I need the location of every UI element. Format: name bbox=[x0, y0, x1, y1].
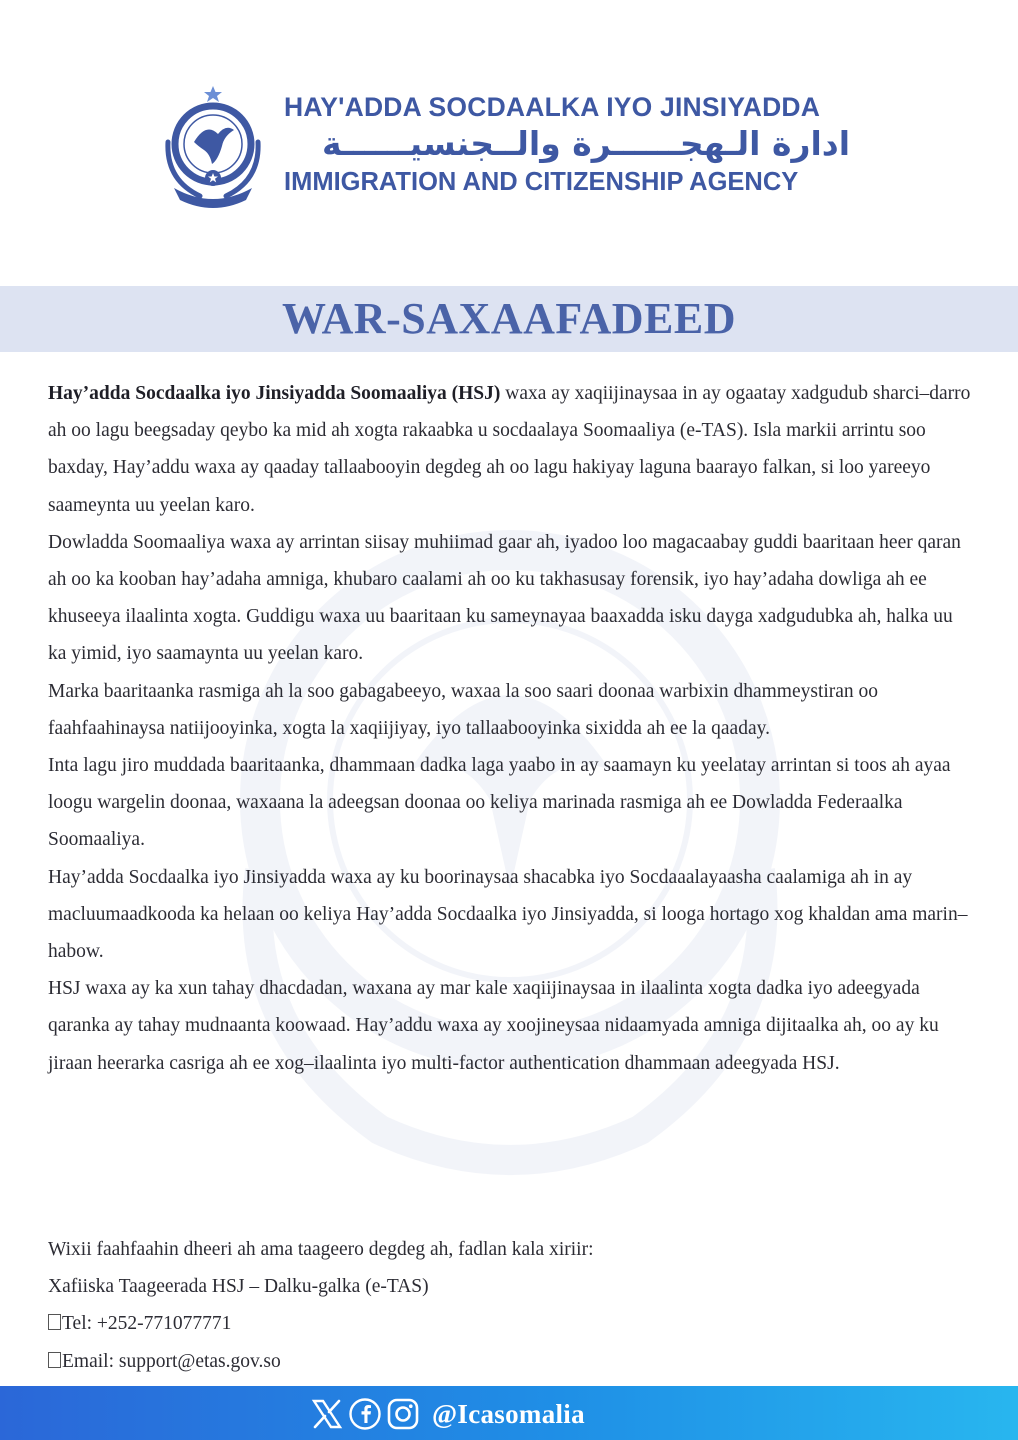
missing-glyph-icon bbox=[48, 1314, 61, 1330]
footer-bar bbox=[0, 1386, 1018, 1440]
paragraph-1-bold: Hay’adda Socdaalka iyo Jinsiyadda Soomaaliya (HSJ) bbox=[48, 383, 501, 404]
instagram-icon[interactable] bbox=[386, 1397, 420, 1431]
contact-office: Xafiiska Taageerada HSJ – Dalku-galka (e-TAS) bbox=[48, 1276, 429, 1298]
title-band bbox=[0, 286, 1018, 352]
missing-glyph-icon bbox=[48, 1352, 61, 1368]
contact-email: Email: support@etas.gov.so bbox=[62, 1350, 281, 1372]
facebook-icon[interactable] bbox=[348, 1397, 382, 1431]
agency-name-arabic: ادارة الـهجــــــرة والــجنسيــــــة bbox=[321, 124, 851, 163]
agency-emblem-icon bbox=[160, 84, 266, 212]
paragraph-5: Hay’adda Socdaalka iyo Jinsiyadda waxa ay ku boorinaysaa shacabka iyo Socdaaalayaasha caalamiga ah in ay macluumaadkooda ka helaan oo keliya Hay’adda Socdaalka iyo Jinsiyadda, si looga hortago xog khaldan ama marin–habow. bbox=[48, 866, 968, 963]
agency-name-english: IMMIGRATION AND CITIZENSHIP AGENCY bbox=[284, 168, 799, 196]
paragraph-6: HSJ waxa ay ka xun tahay dhacdadan, waxana ay mar kale xaqiijinaysaa in ilaalinta xogta dadka iyo adeegyada qaranka ay tahay mudnaanta koowaad. Hay’addu waxa ay xoojineysaa nidaamyada amniga dijitaalka ah, oo ay ku jiraan heerarka casriga ah ee xog–ilaalinta iyo multi-factor authentication dhammaan adeegyada HSJ. bbox=[48, 978, 939, 1074]
paragraph-3: Marka baaritaanka rasmiga ah la soo gabagabeeyo, waxaa la soo saari doonaa warbixin dhammeystiran oo faahfaahinaysa natiijooyinka, xogta la xaqiijiyay, iyo tallaabooyinka sixidda ah ee la qaaday. bbox=[48, 680, 879, 739]
contact-tel-line bbox=[48, 1305, 973, 1342]
press-release-body bbox=[48, 375, 973, 1082]
contact-intro: Wixii faahfaahin dheeri ah ama taageero degdeg ah, fadlan kala xiriir: bbox=[48, 1239, 594, 1260]
social-links bbox=[310, 1398, 585, 1430]
page-title: WAR-SAXAAFADEED bbox=[281, 294, 737, 343]
letterhead bbox=[160, 80, 900, 220]
paragraph-1-text: waxa ay xaqiijinaysaa in ay ogaatay xadgudub sharci–darro ah oo lagu beegsaday qeybo ka mid ah xogta rakaabka u socdaalaya Soomaaliya (e-TAS). Isla markii arrintu soo baxday, Hay’addu waxa ay qaaday tallaabooyin degdeg ah oo lagu hakiyay laguna baarayo falkan, si loo yareeyo saameynta uu yeelan karo. bbox=[48, 383, 971, 516]
contact-tel: Tel: +252-771077771 bbox=[62, 1313, 232, 1335]
contact-email-line bbox=[48, 1343, 973, 1380]
paragraph-2: Dowladda Soomaaliya waxa ay arrintan siisay muhiimad gaar ah, iyadoo loo magacaabay guddi baaritaan heer qaran ah oo ka kooban hay’adaha amniga, khubaro caalami ah oo ku takhasusay forensik, iyo hay’adaha dowliga ah ee khuseeya ilaalinta xogta. Guddigu waxa uu baaritaan ku sameynayaa baaxadda isku dayga xadgudubka ah, halka uu ka yimid, iyo saamaynta uu yeelan karo. bbox=[48, 531, 961, 665]
contact-block bbox=[48, 1231, 973, 1380]
paragraph-1 bbox=[48, 375, 973, 524]
agency-name-somali: HAY'ADDA SOCDAALKA IYO JINSIYADDA bbox=[284, 92, 821, 122]
paragraph-4: Inta lagu jiro muddada baaritaanka, dhammaan dadka laga yaabo in ay saamayn ku yeelatay arrintan si toos ah ayaa loogu wargelin doonaa, waxaana la adeegsan doonaa oo keliya marinada rasmiga ah ee Dowladda Federaalka Soomaaliya. bbox=[48, 755, 951, 851]
social-handle[interactable]: @Icasomalia bbox=[432, 1398, 585, 1429]
x-icon[interactable] bbox=[310, 1398, 344, 1430]
